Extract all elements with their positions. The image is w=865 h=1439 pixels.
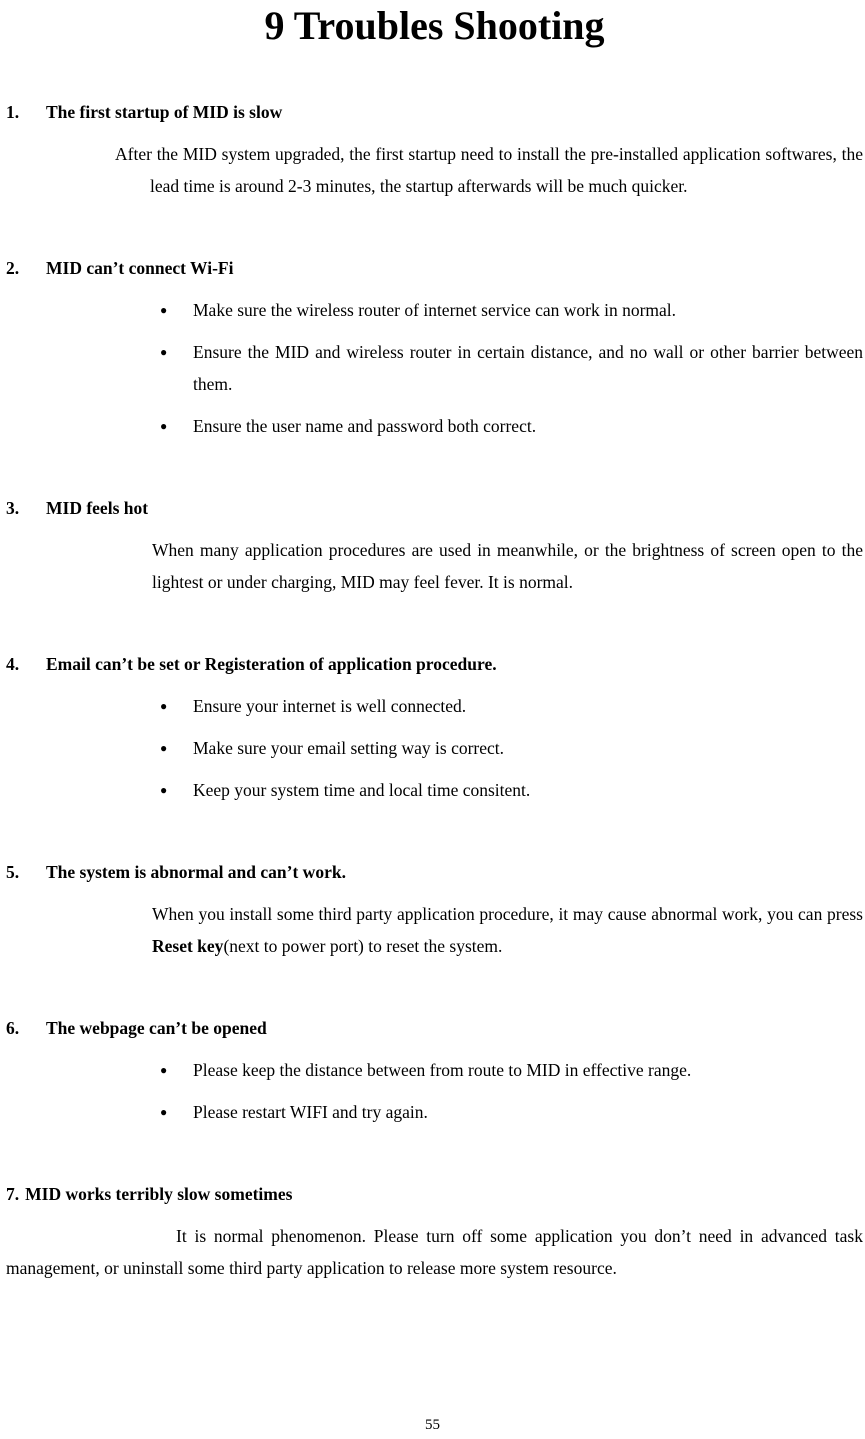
bullet-text: Make sure your email setting way is correct. xyxy=(193,738,505,758)
section-heading-text: The system is abnormal and can’t work. xyxy=(46,862,346,882)
bullet-text: Make sure the wireless router of internet service can work in normal. xyxy=(193,300,677,320)
paragraph: When many application procedures are used in meanwhile, or the brightness of screen open to the lightest or under charging, MID may feel fever. It is normal. xyxy=(152,540,863,592)
section-heading xyxy=(6,1016,863,1040)
bullet-text: Ensure the MID and wireless router in certain distance, and no wall or other barrier between them. xyxy=(193,342,863,394)
paragraph xyxy=(152,898,863,962)
bullet-icon: ● xyxy=(160,345,168,359)
section-heading xyxy=(6,652,863,676)
bullet-icon: ● xyxy=(160,1063,168,1077)
paragraph-bold-text: Reset key xyxy=(152,936,224,956)
section-heading-text: MID feels hot xyxy=(46,498,149,518)
section-heading xyxy=(6,256,863,280)
section-heading xyxy=(6,1182,863,1206)
section-heading-text: Email can’t be set or Registeration of application procedure. xyxy=(46,654,497,674)
bullet-icon: ● xyxy=(160,303,168,317)
bullet-icon: ● xyxy=(160,783,168,797)
section-heading xyxy=(6,860,863,884)
page-number: 55 xyxy=(425,1417,440,1433)
section-number: 5. xyxy=(6,862,20,882)
paragraph-text: (next to power port) to reset the system. xyxy=(223,936,503,956)
section-number: 7. xyxy=(6,1184,20,1204)
bullet-text: Ensure the user name and password both correct. xyxy=(193,416,537,436)
section-6 xyxy=(6,1016,863,1128)
paragraph: After the MID system upgraded, the first startup need to install the pre-installed application softwares, the lead time is around 2-3 minutes, the startup afterwards will be much quicker. xyxy=(115,144,863,196)
section-heading-text: MID can’t connect Wi-Fi xyxy=(46,258,234,278)
section-7 xyxy=(6,1182,863,1284)
bullet-icon: ● xyxy=(160,419,168,433)
bullet-text: Keep your system time and local time consitent. xyxy=(193,780,531,800)
section-number: 6. xyxy=(6,1018,20,1038)
section-heading-text: The first startup of MID is slow xyxy=(46,102,283,122)
list-item xyxy=(160,774,863,806)
section-number: 2. xyxy=(6,258,20,278)
section-3 xyxy=(6,496,863,598)
bullet-text: Please keep the distance between from route to MID in effective range. xyxy=(193,1060,692,1080)
bullet-list xyxy=(160,294,863,442)
section-heading xyxy=(6,100,863,124)
bullet-list xyxy=(160,1054,863,1128)
bullet-icon: ● xyxy=(160,699,168,713)
paragraph: It is normal phenomenon. Please turn off some application you don’t need in advanced task management, or uninstall some third party application to release more system resource. xyxy=(6,1226,863,1278)
page-title: 9 Troubles Shooting xyxy=(264,3,605,48)
list-item xyxy=(160,732,863,764)
bullet-icon: ● xyxy=(160,741,168,755)
list-item xyxy=(160,1054,863,1086)
bullet-text: Please restart WIFI and try again. xyxy=(193,1102,428,1122)
section-heading-text: The webpage can’t be opened xyxy=(46,1018,267,1038)
section-number: 4. xyxy=(6,654,20,674)
bullet-icon: ● xyxy=(160,1105,168,1119)
list-item xyxy=(160,294,863,326)
list-item xyxy=(160,336,863,400)
list-item xyxy=(160,1096,863,1128)
section-number: 3. xyxy=(6,498,20,518)
section-number: 1. xyxy=(6,102,20,122)
section-heading-text: MID works terribly slow sometimes xyxy=(25,1184,293,1204)
list-item xyxy=(160,410,863,442)
paragraph-text: When you install some third party application procedure, it may cause abnormal work, you can press xyxy=(152,904,863,924)
section-4 xyxy=(6,652,863,806)
bullet-list xyxy=(160,690,863,806)
bullet-text: Ensure your internet is well connected. xyxy=(193,696,467,716)
list-item xyxy=(160,690,863,722)
section-5 xyxy=(6,860,863,962)
section-heading xyxy=(6,496,863,520)
section-1 xyxy=(6,100,863,202)
section-2 xyxy=(6,256,863,442)
